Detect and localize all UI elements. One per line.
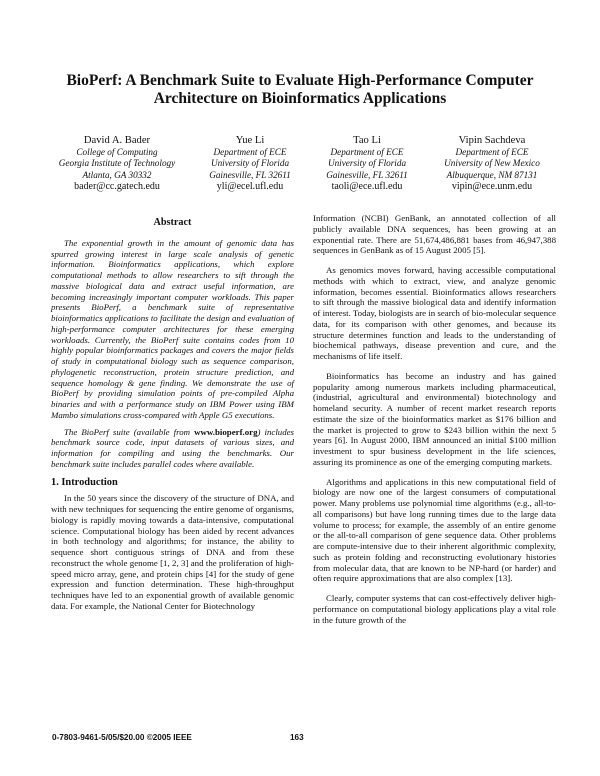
abstract-paragraph: The exponential growth in the amount of genomic data has spurred growing interest in large scale analysis of genetic information. Bioinformatics applications, which explore computational methods to allow researchers to sift through the massive biological data and extract useful information, are becoming increasingly important computer workloads. This paper presents BioPerf, a benchmark suite of representative bioinformatics applications to facilitate the design and evaluation of high-performance computer architectures for these emerging workloads. Currently, the BioPerf suite contains codes from 10 highly popular bioinformatics packages and covers the major fields of study in computational biology such as sequence comparison, phylogenetic reconstruction, protein structure prediction, and sequence homology & gene finding. We demonstrate the use of BioPerf by providing simulation points of pre-compiled Alpha binaries and with a performance study on IBM Power using IBM Mambo simulations cross-compared with Apple G5 executions. (51, 237, 294, 420)
author-name: Vipin Sachdeva (458, 135, 526, 146)
author-email: yli@ecel.ufl.edu (216, 181, 284, 193)
abstract-heading: Abstract (153, 217, 192, 228)
author-dept: Department of ECE (330, 147, 404, 157)
author-inst: University of Florida (210, 158, 290, 169)
author-block (428, 134, 556, 193)
body-paragraph: Clearly, computer systems that can cost-effectively deliver high-performance on computational biology applications play a vital role in the future growth of the (313, 593, 556, 625)
body-paragraph: As genomics moves forward, having accessible computational methods with which to extract, view, and analyze genomic information, becomes essential. Bioinformatics allows researchers to sift through the massive biological data and identify information of interest. Today, biologists are in search of bio-molecular sequence data, for its comparison with other genomes, and because its structure determines function and leads to the understanding of biochemical pathways, disease prevention and cure, and the mechanisms of life itself. (313, 265, 556, 361)
page-number: 163 (290, 733, 304, 742)
author-loc: Atlanta, GA 30332 (82, 169, 152, 180)
author-dept: Department of ECE (455, 147, 529, 157)
author-block (52, 134, 182, 193)
author-email: bader@cc.gatech.edu (74, 181, 160, 193)
left-column (51, 218, 294, 621)
author-block (307, 134, 427, 193)
abstract-paragraph (51, 427, 294, 470)
author-inst: University of Florida (327, 158, 407, 169)
author-dept: Department of ECE (213, 147, 287, 157)
right-column (313, 213, 556, 634)
bioperf-link[interactable]: www.bioperf.org (194, 426, 258, 437)
author-loc: Albuquerque, NM 87131 (446, 169, 538, 180)
abstract-text: ) includes benchmark source code, input datasets of various sizes, and information for compiling and using the benchmarks. Our benchmark suite includes parallel codes where available. (51, 426, 294, 469)
author-block (190, 134, 310, 193)
author-inst: University of New Mexico (444, 158, 540, 169)
body-paragraph: Information (NCBI) GenBank, an annotated collection of all publicly available DNA sequences, has been growing at an exponential rate. There are 51,674,486,881 bases from 46,947,388 sequences in GenBank as of 15 August 2005 [5]. (313, 213, 556, 256)
abstract-text: The BioPerf suite (available from (64, 426, 195, 437)
body-paragraph: Bioinformatics has become an industry and has gained popularity among numerous markets including pharmaceutical, (industrial, agricultural and environmental) biotechnology and homeland security. A number of recent market research reports estimate the size of the bioinformatics market as $176 billion and the market is projected to grow to $243 billion within the next 5 years [6]. In August 2000, IBM announced an initial $100 million investment to spur business development in the life sciences, assuring its prominence as one of the emerging computing markets. (313, 370, 556, 467)
body-paragraph: Algorithms and applications in this new computational field of biology are now one of the largest consumers of computational power. Many problems use polynomial time algorithms (e.g., all-to-all comparisons) but have long running times due to the large data volume to process; for example, the assembly of an entire genome or the all-to-all comparison of gene sequence data. Other problems are compute-intensive due to their inherent algorithmic complexity, such as protein folding and reconstructing evolutionary histories from molecular data, that are known to be NP-hard (or harder) and often require approximations that are also complex [13]. (313, 476, 556, 584)
paper-title: BioPerf: A Benchmark Suite to Evaluate High-Performance Computer Architecture on Bioinformatics Applications (66, 72, 534, 107)
author-name: Tao Li (353, 135, 381, 146)
author-inst: Georgia Institute of Technology (58, 158, 176, 169)
author-loc: Gainesville, FL 32611 (326, 169, 408, 180)
copyright-footer: 0-7803-9461-5/05/$20.00 ©2005 IEEE (52, 733, 192, 742)
author-name: Yue Li (235, 135, 265, 146)
author-dept: College of Computing (76, 147, 158, 157)
author-loc: Gainesville, FL 32611 (209, 169, 291, 180)
author-email: vipin@ece.unm.edu (451, 181, 533, 193)
author-name: David A. Bader (83, 135, 151, 146)
section-heading: 1. Introduction (51, 476, 118, 488)
body-paragraph: In the 50 years since the discovery of the structure of DNA, and with new techniques for sequencing the entire genome of organisms, biology is rapidly moving towards a data-intensive, computational science. Computational biology has been aided by recent advances in both technology and algorithms; for instance, the ability to sequence short contiguous strings of DNA and from these reconstruct the whole genome [1, 2, 3] and the proliferation of high-speed micro array, gene, and protein chips [4] for the study of gene expression and function determination. These high-throughput techniques have led to an exponential growth of available genomic data. For example, the National Center for Biotechnology (51, 493, 294, 611)
author-email: taoli@ece.ufl.edu (331, 181, 403, 193)
